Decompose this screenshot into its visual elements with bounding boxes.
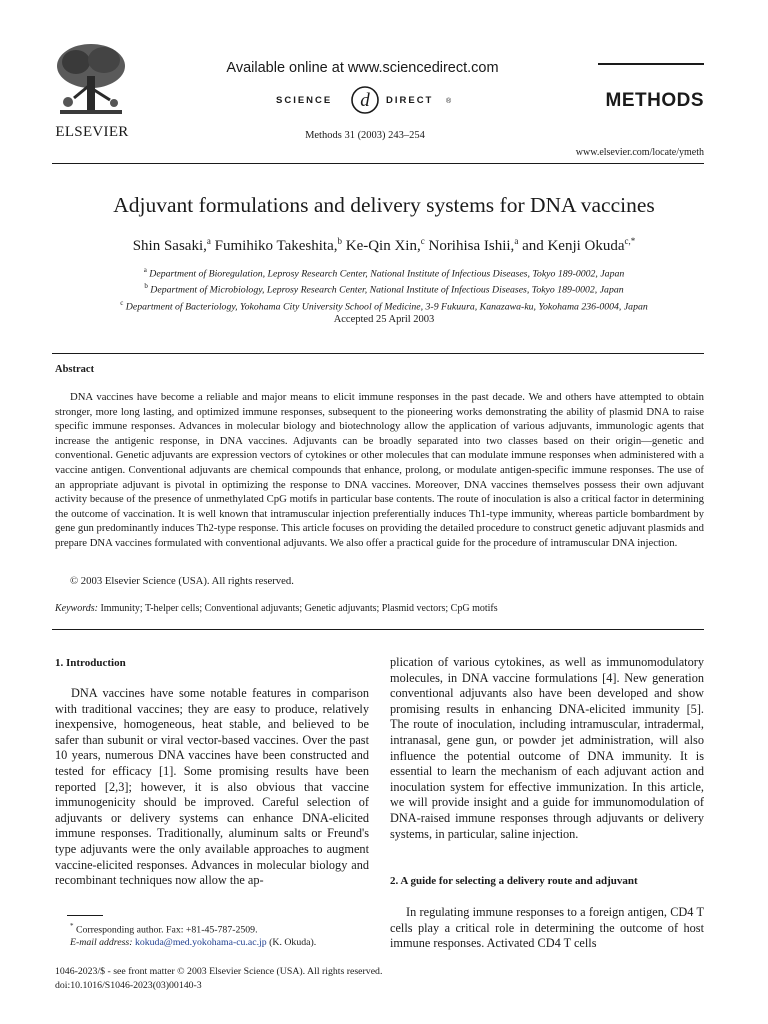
author: Fumihiko Takeshita,$^b$ — [214, 236, 342, 254]
keywords — [55, 603, 704, 614]
affiliation: $^b$ Department of Microbiology, Leprosy Research Center, National Institute of Infectious Diseases, Tokyo 189-0002, Japan — [144, 282, 624, 296]
author-list — [40, 236, 728, 255]
svg-text:®: ® — [446, 98, 452, 105]
header-divider — [52, 163, 704, 164]
corresponding-author-note: * Corresponding author. Fax: +81-45-787-2509. — [70, 922, 258, 936]
article-title: Adjuvant formulations and delivery systems for DNA vaccines — [113, 193, 655, 217]
abstract-copyright: © 2003 Elsevier Science (USA). All rights reserved. — [70, 575, 294, 587]
front-matter-line: 1046-2023/$ - see front matter © 2003 Elsevier Science (USA). All rights reserved. — [55, 966, 383, 977]
author: Norihisa Ishii,$^a$ — [428, 236, 519, 254]
section-heading-guide: 2. A guide for selecting a delivery route and adjuvant — [390, 875, 638, 887]
abstract-heading: Abstract — [55, 364, 95, 375]
introduction-paragraph-continued: plication of various cytokines, as well as immunomodulatory molecules, in DNA vaccine formulations [4]. New generation conventional adjuvants also have been developed and show promising results in enhancing DNA-elicited immunity [5]. The route of inoculation, including intramuscular, intradermal, intranasal, gene gun, or powder jet administration, will also influence the potential outcome of DNA immunity. It is essential to learn the mechanism of each adjuvant action and inoculation system for effective immunization. In this article, we will provide insight and a guide for immunomodulation of DNA-raised immune responses through adjuvants or delivery systems, in particular, saline injection. — [390, 655, 704, 841]
doi-line: doi:10.1016/S1046-2023(03)00140-3 — [55, 980, 202, 991]
journal-url[interactable]: www.elsevier.com/locate/ymeth — [575, 147, 704, 158]
available-online-text: Available online at www.sciencedirect.com — [226, 60, 499, 76]
journal-logo: METHODS — [605, 90, 704, 111]
footnote-divider — [67, 915, 103, 916]
abstract-text: DNA vaccines have become a reliable and major means to elicit immune responses in the past decade. We and others have attempted to obtain stronger, more long lasting, and optimized immune responses, subsequent to the pioneering works demonstrating the ability of plasmid DNA to raise specific immune responses. Advances in molecular biology and biotechnology allow the application of various adjuvants, immunologic agents that increase the antigenic response, in DNA vaccines. Adjuvants can be broadly separated into two classes based on their origin—genetic and conventional. Genetic adjuvants are expression vectors of cytokines or other molecules that can modulate immune responses when administered with a vaccine antigen. Conventional adjuvants are chemical compounds that enhance, prolong, or modulate antigen-specific immune responses. The use of an appropriate adjuvant is pivotal in optimizing the response to DNA vaccines. Moreover, DNA vaccines themselves possess their own adjuvant activity because of the presence of unmethylated CpG motifs in particular base contents. The route of inoculation is also a critical factor in determining the outcome of vaccination. It is well known that intramuscular injection preferentially induces Th1-type immunity, whereas particle bombardment by gene gun predominantly induces Th2-type response. This article focuses on providing the detailed procedure to construct genetic adjuvant plasmids and prepare DNA vaccines formulated with conventional adjuvants. We also offer a practical guide for the procedure of intramuscular DNA injection. — [55, 391, 704, 549]
keywords-list: Immunity; T-helper cells; Conventional adjuvants; Genetic adjuvants; Plasmid vectors; CpG motifs — [100, 603, 498, 614]
email-link[interactable]: kokuda@med.yokohama-cu.ac.jp — [134, 937, 267, 948]
keywords-label: Keywords: — [55, 603, 98, 614]
journal-logo-rule — [598, 63, 704, 65]
affiliation: $^a$ Department of Bioregulation, Leprosy Research Center, National Institute of Infectious Diseases, Tokyo 189-0002, Japan — [143, 266, 625, 280]
svg-text:DIRECT: DIRECT — [386, 95, 434, 106]
guide-paragraph: In regulating immune responses to a foreign antigen, CD4 T cells play a critical role in determining the outcome of host immune responses. Activated CD4 T cells — [390, 905, 704, 951]
svg-text:SCIENCE: SCIENCE — [276, 95, 333, 106]
journal-reference: Methods 31 (2003) 243–254 — [305, 130, 425, 141]
introduction-paragraph: DNA vaccines have some notable features in comparison with traditional vaccines; they are easy to produce, relatively inexpensive, homogeneous, heat stable, and believed to be safer than subunit or viral vector-based vaccines. Over the past 10 years, numerous DNA vaccines have been constructed and tested for efficacy [1]. Some promising results have been reported [2,3]; however, it is also obvious that vaccine immunogenicity should be improved. Careful selection of adjuvants or delivery systems can enhance DNA-elicited immune responses. Traditionally, aluminum salts or Freund's type adjuvants were the only available approaches to augment vaccine-elicited responses. Advances in molecular biology and recombinant techniques now allow the ap- — [55, 686, 369, 888]
affiliation: $^c$ Department of Bacteriology, Yokohama City University School of Medicine, 3-9 Fukuura, Kanazawa-ku, Yokohama 236-0004, Japan — [120, 298, 648, 312]
author: and Kenji Okuda$^{c,*}$ — [522, 236, 636, 254]
section-heading-introduction: 1. Introduction — [55, 657, 126, 669]
svg-text:d: d — [360, 90, 370, 111]
email-note: E-mail address: kokuda@med.yokohama-cu.ac.jp (K. Okuda). — [70, 937, 317, 948]
publisher-name: ELSEVIER — [55, 124, 129, 140]
author: Ke-Qin Xin,$^c$ — [345, 236, 425, 254]
accepted-date: Accepted 25 April 2003 — [333, 314, 435, 325]
elsevier-tree-logo — [52, 40, 130, 120]
sciencedirect-logo — [270, 84, 460, 116]
keywords-divider — [52, 629, 704, 630]
author: Shin Sasaki,$^a$ — [132, 236, 211, 254]
abstract-divider — [52, 353, 704, 354]
affiliations — [40, 264, 728, 313]
